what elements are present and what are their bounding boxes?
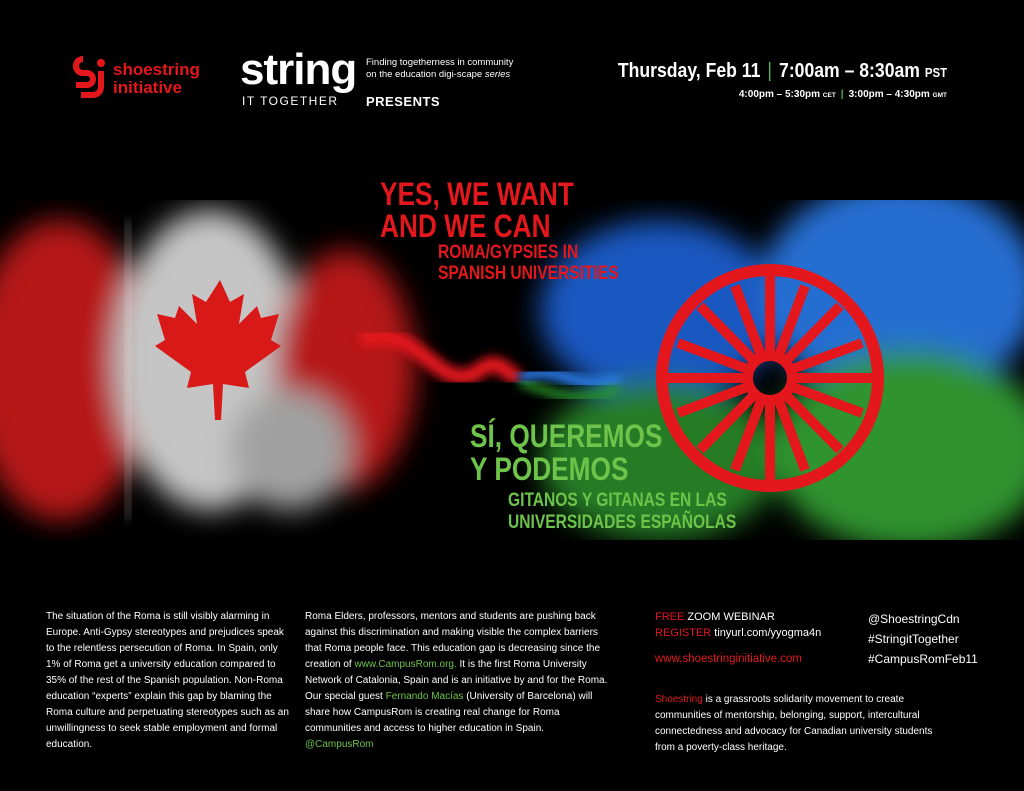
website-link[interactable]: www.shoestringinitiative.com bbox=[655, 653, 803, 665]
alt-time-zones: 4:00pm – 5:30pm CET | 3:00pm – 4:30pm GMT bbox=[738, 89, 947, 100]
social-handles bbox=[868, 609, 978, 669]
brand-big: string bbox=[240, 45, 357, 94]
guest-name: Fernando Macías bbox=[385, 691, 464, 702]
campusrom-link[interactable]: www.CampusRom.org. bbox=[354, 659, 457, 670]
string-it-together-logo bbox=[240, 45, 360, 108]
roma-chakra-icon bbox=[662, 270, 878, 486]
webinar-info: FREE ZOOM WEBINAR REGISTER tinyurl.com/yyogma4n bbox=[655, 611, 822, 639]
campusrom-handle[interactable]: @CampusRom bbox=[305, 739, 374, 750]
hashtag-stringit[interactable]: #StringitTogether bbox=[868, 632, 959, 646]
subtitle-spanish: GITANOS Y GITANAS EN LAS UNIVERSIDADES ESPAÑOLAS bbox=[508, 490, 737, 533]
title-english: YES, WE WANT AND WE CAN bbox=[380, 176, 574, 244]
logo-wordmark: shoestring initiative bbox=[113, 60, 200, 97]
subtitle-english: ROMA/GYPSIES IN SPANISH UNIVERSITIES bbox=[438, 242, 619, 284]
shoestring-logo bbox=[73, 55, 213, 105]
event-date-time: Thursday, Feb 11 | 7:00am – 8:30am PST bbox=[617, 60, 947, 82]
register-link[interactable]: tinyurl.com/yyogma4n bbox=[711, 627, 822, 639]
series-tagline: Finding togetherness in community on the education digi-scape series bbox=[366, 57, 514, 80]
body-column-situation: The situation of the Roma is still visibly alarming in Europe. Anti-Gypsy stereotypes and prejudices speak to the relentless persecution of Roma. In Spain, only 1% of Roma get a university education compared to 35% of the rest of the Spanish population. Non-Roma education “experts” explain this gap by blaming the Roma culture and perpetuating stereotypes such as an unwillingness to seek stable employment and formal education. bbox=[46, 611, 289, 750]
brand-small: IT TOGETHER bbox=[242, 94, 339, 108]
body-column-campusrom: Roma Elders, professors, mentors and students are pushing back against this discrimination and making visible the complex barriers that Roma people face. This education gap is decreasing since the creation of www.CampusRom.org. It is the first Roma University Network of Catalonia, Spain and is an initiative by and for the Roma. Our special guest Fernando Macías (University of Barcelona) will share how CampusRom is creating real change for Roma communities and access to higher education in Spain. @CampusRom bbox=[305, 611, 608, 750]
about-shoestring: Shoestring is a grassroots solidarity movement to create communities of mentorship, belonging, support, intercultural connectedness and advocacy for Canadian university students from a poverty-class heritage. bbox=[655, 694, 933, 753]
si-logo-mark bbox=[73, 55, 109, 99]
presents-label: PRESENTS bbox=[366, 94, 441, 109]
handle-shoestring[interactable]: @ShoestringCdn bbox=[868, 612, 960, 626]
hashtag-campusrom[interactable]: #CampusRomFeb11 bbox=[868, 652, 978, 666]
title-spanish: SÍ, QUEREMOS Y PODEMOS bbox=[470, 418, 663, 487]
